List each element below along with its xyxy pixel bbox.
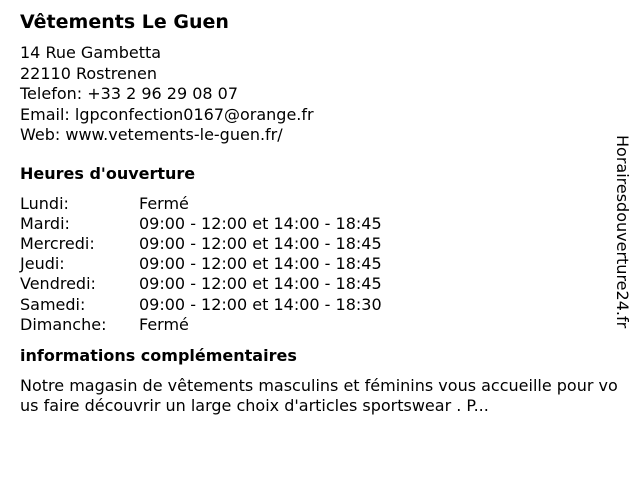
store-description: Notre magasin de vêtements masculins et féminins vous accueille pour vous faire découvrir un large choix d'articles sportswear . P... (20, 375, 618, 416)
store-contact (20, 43, 620, 146)
hours-row (20, 274, 620, 294)
hours-day: Lundi: (20, 193, 69, 213)
hours-heading: Heures d'ouverture (20, 163, 196, 183)
hours-time: 09:00 - 12:00 et 14:00 - 18:45 (139, 254, 382, 274)
hours-day: Jeudi: (20, 254, 65, 274)
hours-row (20, 234, 620, 254)
hours-row (20, 194, 620, 214)
store-card (20, 11, 620, 417)
hours-day: Samedi: (20, 294, 86, 314)
hours-row (20, 254, 620, 274)
hours-day: Mercredi: (20, 233, 95, 253)
address-line-1: 14 Rue Gambetta (20, 43, 162, 62)
email-address[interactable]: Email: lgpconfection0167@orange.fr (20, 104, 314, 124)
hours-day: Vendredi: (20, 274, 96, 294)
site-watermark (612, 135, 632, 345)
hours-time: 09:00 - 12:00 et 14:00 - 18:45 (139, 213, 382, 233)
hours-row (20, 214, 620, 234)
hours-time: Fermé (139, 193, 189, 213)
hours-table (20, 194, 620, 335)
hours-time: 09:00 - 12:00 et 14:00 - 18:45 (139, 233, 382, 253)
hours-row (20, 295, 620, 315)
info-heading: informations complémentaires (20, 345, 297, 365)
hours-time: 09:00 - 12:00 et 14:00 - 18:30 (139, 294, 382, 314)
watermark-text: Horairesdouverture24.fr (613, 135, 632, 329)
phone-number[interactable]: Telefon: +33 2 96 29 08 07 (20, 84, 239, 103)
hours-time: 09:00 - 12:00 et 14:00 - 18:45 (139, 274, 382, 294)
store-name: Vêtements Le Guen (20, 11, 229, 33)
hours-day: Mardi: (20, 213, 70, 233)
hours-time: Fermé (139, 314, 189, 334)
hours-day: Dimanche: (20, 314, 107, 334)
website-link[interactable]: Web: www.vetements-le-guen.fr/ (20, 125, 283, 144)
address-line-2: 22110 Rostrenen (20, 63, 157, 83)
hours-row (20, 315, 620, 335)
